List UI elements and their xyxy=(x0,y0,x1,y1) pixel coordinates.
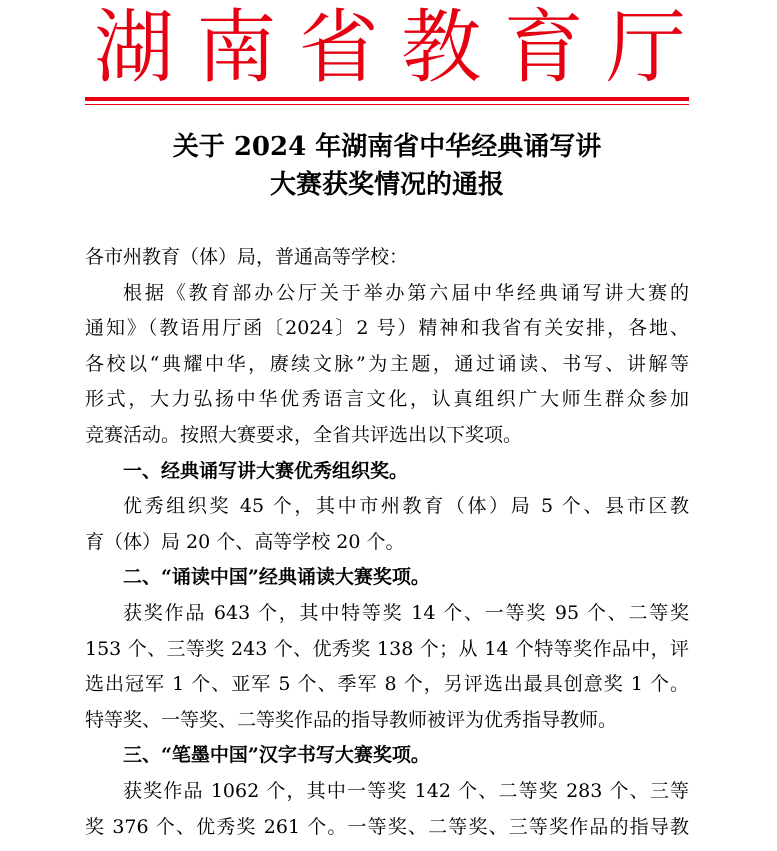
section-line: 优秀组织奖 45 个，其中市州教育（体）局 5 个、县市区教 xyxy=(123,495,689,518)
section-line: 153 个、三等奖 243 个、优秀奖 138 个；从 14 个特等奖作品中，评 xyxy=(85,637,689,660)
masthead-char: 厅 xyxy=(605,1,686,94)
intro-line: 通知》（教语用厅函〔2024〕2 号）精神和我省有关安排，各地、 xyxy=(85,317,689,340)
document-title-line: 关于 2024 年湖南省中华经典诵写讲 xyxy=(172,132,602,162)
salutation: 各市州教育（体）局，普通高等学校： xyxy=(85,246,409,268)
section-line: 获奖作品 643 个，其中特等奖 14 个、一等奖 95 个、二等奖 xyxy=(123,601,689,624)
document-title xyxy=(85,128,689,204)
section-line: 奖 376 个、优秀奖 261 个。一等奖、二等奖、三等奖作品的指导教 xyxy=(85,815,689,838)
intro-line: 各校以“典耀中华，赓续文脉”为主题，通过诵读、书写、讲解等 xyxy=(85,352,689,375)
section-line: 选出冠军 1 个、亚军 5 个、季军 8 个，另评选出最具创意奖 1 个。 xyxy=(85,673,689,696)
section-line: 特等奖、一等奖、二等奖作品的指导教师被评为优秀指导教师。 xyxy=(85,708,618,731)
masthead-char: 教 xyxy=(401,1,482,94)
masthead-divider-thin xyxy=(85,104,689,105)
masthead-char: 省 xyxy=(298,1,379,94)
intro-line: 根据《教育部办公厅关于举办第六届中华经典诵写讲大赛的 xyxy=(123,281,689,304)
section-heading: 一、经典诵写讲大赛优秀组织奖。 xyxy=(123,459,409,482)
section-line: 育（体）局 20 个、高等学校 20 个。 xyxy=(85,530,405,553)
intro-line: 竞赛活动。按照大赛要求，全省共评选出以下奖项。 xyxy=(85,423,523,446)
section-line: 获奖作品 1062 个，其中一等奖 142 个、二等奖 283 个、三等 xyxy=(123,779,689,802)
masthead-divider-thick xyxy=(85,97,689,101)
masthead-char: 南 xyxy=(196,1,277,94)
document-title-line: 大赛获奖情况的通报 xyxy=(269,170,504,200)
section-heading: 三、“笔墨中国”汉字书写大赛奖项。 xyxy=(123,744,430,767)
masthead-char: 湖 xyxy=(94,1,174,94)
intro-line: 形式，大力弘扬中华优秀语言文化，认真组织广大师生群众参加 xyxy=(85,388,689,411)
masthead-title xyxy=(90,1,690,94)
section-heading: 二、“诵读中国”经典诵读大赛奖项。 xyxy=(123,566,430,589)
document-body xyxy=(85,240,689,845)
masthead-char: 育 xyxy=(503,1,584,94)
